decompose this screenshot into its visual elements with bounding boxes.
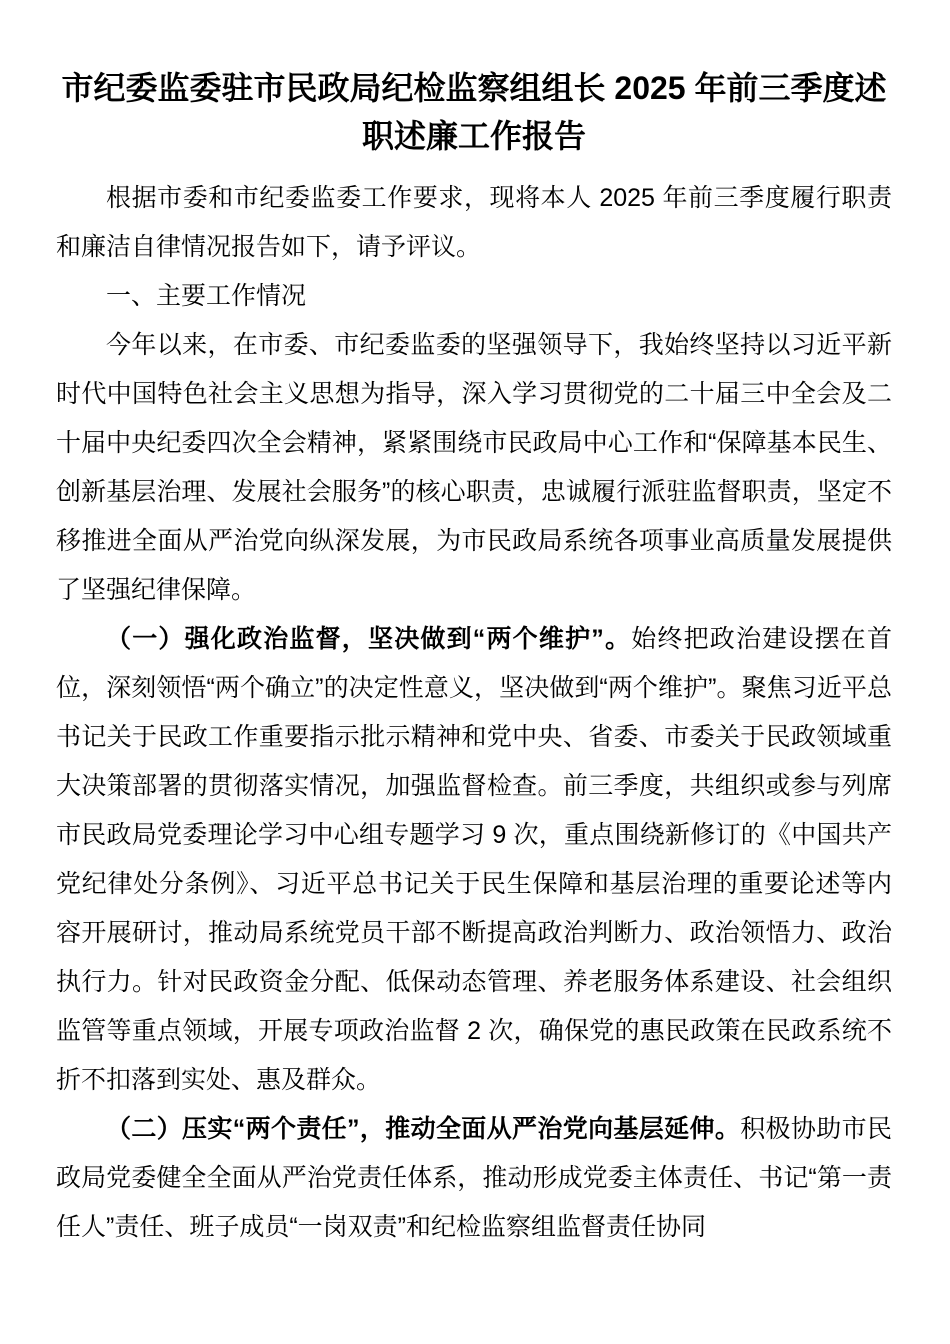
- paragraph-overview: [56, 321, 892, 615]
- subsection-1-lead: （一）强化政治监督，坚决做到“两个维护”。: [106, 625, 632, 653]
- section-heading-main-work: [56, 272, 892, 321]
- paragraph-overview-text: 今年以来，在市委、市纪委监委的坚强领导下，我始终坚持以习近平新时代中国特色社会主义思想为指导，深入学习贯彻党的二十届三中全会及二十届中央纪委四次全会精神，紧紧围绕市民政局中心工作和“保障基本民生、创新基层治理、发展社会服务”的核心职责，忠诚履行派驻监督职责，坚定不移推进全面从严治党向纵深发展，为市民政局系统各项事业高质量发展提供了坚强纪律保障。: [56, 331, 892, 604]
- section-heading-text: 一、主要工作情况: [106, 282, 307, 310]
- subsection-1-text: 始终把政治建设摆在首位，深刻领悟“两个确立”的决定性意义，坚决做到“两个维护”。聚焦习近平总书记关于民政工作重要指示批示精神和党中央、省委、市委关于民政领域重大决策部署的贯彻落实情况，加强监督检查。前三季度，共组织或参与列席市民政局党委理论学习中心组专题学习 9 次，重点围绕新修订的《中国共产党纪律处分条例》、习近平总书记关于民生保障和基层治理的重要论述等内容开展研讨，推动局系统党员干部不断提高政治判断力、政治领悟力、政治执行力。针对民政资金分配、低保动态管理、养老服务体系建设、社会组织监管等重点领域，开展专项政治监督 2 次，确保党的惠民政策在民政系统不折不扣落到实处、惠及群众。: [56, 625, 892, 1094]
- document-title: 市纪委监委驻市民政局纪检监察组组长 2025 年前三季度述职述廉工作报告: [61, 70, 887, 154]
- paragraph-subsection-2: [56, 1105, 892, 1252]
- paragraph-subsection-1: [56, 615, 892, 1105]
- paragraph-intro-text: 根据市委和市纪委监委工作要求，现将本人 2025 年前三季度履行职责和廉洁自律情况报告如下，请予评议。: [56, 184, 892, 261]
- subsection-2-lead: （二）压实“两个责任”，推动全面从严治党向基层延伸。: [106, 1115, 741, 1143]
- subsection-2-text: 积极协助市民政局党委健全全面从严治党责任体系，推动形成党委主体责任、书记“第一责任人”责任、班子成员“一岗双责”和纪检监察组监督责任协同: [56, 1115, 892, 1241]
- paragraph-intro: [56, 174, 892, 272]
